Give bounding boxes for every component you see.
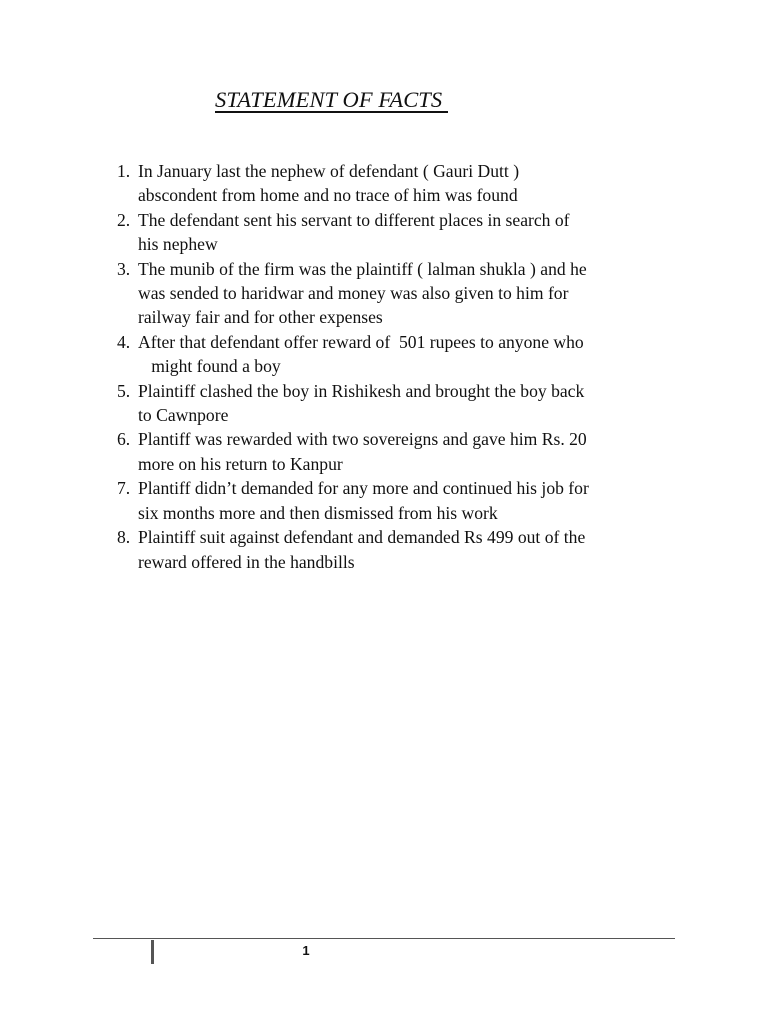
fact-number: 7.: [117, 478, 131, 499]
fact-text-line: Plaintiff suit against defendant and demanded Rs 499 out of the: [138, 527, 586, 548]
fact-text-line: to Cawnpore: [138, 405, 229, 426]
fact-text-line: his nephew: [138, 234, 218, 255]
fact-text-line: more on his return to Kanpur: [138, 453, 343, 474]
fact-item-4: [0, 330, 768, 379]
footer-divider: [93, 938, 675, 939]
fact-text-line: Plaintiff clashed the boy in Rishikesh and brought the boy back: [138, 380, 585, 401]
fact-text-line: reward offered in the handbills: [138, 551, 355, 572]
facts-list: [0, 159, 768, 574]
fact-number: 2.: [117, 209, 131, 230]
fact-item-1: [0, 159, 768, 208]
fact-text-line: railway fair and for other expenses: [138, 307, 383, 328]
fact-number: 6.: [117, 429, 131, 450]
fact-item-8: [0, 525, 768, 574]
fact-text-line: six months more and then dismissed from his work: [138, 502, 498, 523]
fact-item-5: [0, 379, 768, 428]
fact-text-line: Plantiff was rewarded with two sovereigns and gave him Rs. 20: [138, 429, 587, 450]
fact-number: 3.: [117, 258, 131, 279]
fact-number: 1.: [117, 161, 131, 181]
fact-text-line: The munib of the firm was the plaintiff ( lalman shukla ) and he: [138, 258, 587, 279]
fact-text-line: was sended to haridwar and money was also given to him for: [138, 283, 569, 304]
fact-item-2: [0, 208, 768, 257]
fact-item-6: [0, 427, 768, 476]
fact-item-3: [0, 257, 768, 330]
fact-text-line: Plantiff didn’t demanded for any more and continued his job for: [138, 478, 589, 499]
page-number: 1: [302, 943, 310, 958]
fact-text-line: In January last the nephew of defendant ( Gauri Dutt ): [138, 161, 520, 181]
document-title: STATEMENT OF FACTS: [215, 87, 448, 112]
fact-text-line: abscondent from home and no trace of him was found: [138, 185, 518, 206]
footer-vertical-mark: [151, 940, 154, 964]
fact-text-line: might found a boy: [138, 356, 281, 377]
fact-text-line: After that defendant offer reward of 501 rupees to anyone who: [138, 331, 584, 352]
fact-number: 5.: [117, 380, 131, 401]
fact-item-7: [0, 476, 768, 525]
fact-text-line: The defendant sent his servant to different places in search of: [138, 209, 570, 230]
fact-number: 4.: [117, 331, 131, 352]
fact-number: 8.: [117, 527, 131, 548]
